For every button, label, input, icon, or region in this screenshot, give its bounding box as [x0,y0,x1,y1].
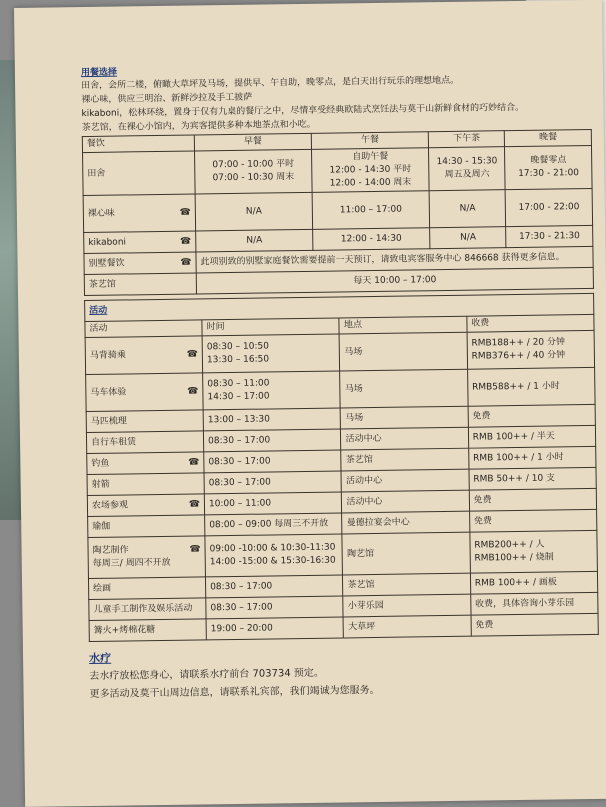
activity-place: 马场 [340,369,468,408]
activity-place: 马场 [341,406,469,429]
concierge-line: 更多活动及莫干山周边信息，请联系礼宾部，我们竭诚为您服务。 [89,684,380,701]
activity-fee: RMB200++ / 人 RMB100++ / 烧制 [470,530,598,573]
activities-header: 时间 [202,318,340,336]
tea-hours: N/A [430,227,507,249]
activity-time: 08:30 – 17:00 [203,429,341,452]
restaurant-cell [83,194,195,233]
activity-fee: RMB188++ / 20 分钟 RMB376++ / 40 分钟 [467,330,595,369]
activity-name: 马车体验 [90,386,127,398]
dinner-hours: 17:00 - 22:00 [506,188,593,226]
activity-time: 13:00 – 13:30 [203,408,341,431]
restaurant-cell [84,231,196,254]
activity-place: 曼德拉宴会中心 [342,511,470,534]
activity-fee: 免费 [471,613,599,636]
lunch-hours: 11:00 – 17:00 [312,191,430,230]
activity-time: 08:00 – 09:00 每周三不开放 [205,513,343,536]
activity-name: 篝火+烤棉花糖 [89,619,206,642]
restaurant-cell [84,252,196,275]
spa-line: 去水疗放松您身心，请联系水疗前台 703734 预定。 [89,667,324,683]
activity-fee: RMB 100++ / 1 小时 [468,446,596,469]
activity-name: 瑜伽 [88,515,205,538]
restaurant-name: kikaboni [88,236,127,248]
breakfast-hours: 07:00 - 10:00 平时 07:00 - 10:30 周末 [194,149,312,194]
document-content [81,60,600,704]
activity-time: 09:00 -10:00 & 10:30-11:30 14:00 -15:00 & 15:30-16:30 [205,534,343,577]
activity-place: 大草坪 [344,615,472,638]
restaurant-name: 茶艺馆 [84,273,196,296]
telephone-icon: ☎ [180,257,192,268]
activity-cell [85,336,203,375]
activities-table [84,293,599,642]
activity-time: 08:30 – 17:00 [204,471,342,494]
activity-fee: RMB 100++ / 画板 [470,571,598,594]
activity-name: 马背骑乘 [89,349,126,361]
activity-name: 自行车租赁 [86,431,203,454]
restaurant-name: 裸心味 [87,208,115,219]
telephone-icon: ☎ [179,236,192,247]
telephone-icon: ☎ [188,456,200,468]
dining-intro [81,60,592,135]
document-sheet [14,0,606,807]
activity-time: 08:30 – 10:50 13:30 – 16:50 [202,334,340,373]
activity-cell [87,494,204,517]
tea-hours: N/A [429,190,506,228]
activity-time: 10:00 – 11:00 [204,492,342,515]
activity-time: 19:00 – 20:00 [206,617,344,640]
activities-title: 活动 [85,293,594,321]
activity-time: 08:30 – 17:00 [206,596,344,619]
activities-header: 活动 [85,320,202,338]
activity-name: 农场参观 [91,499,129,511]
activity-fee: 免费 [469,488,597,511]
activity-name: 陶艺制作 每周三/ 周四不开放 [92,545,171,569]
activity-place: 活动中心 [341,469,469,492]
breakfast-hours: N/A [196,229,313,252]
activity-cell [88,536,206,579]
telephone-icon: ☎ [189,544,201,555]
activity-name: 绘画 [88,577,205,600]
activity-fee: RMB588++ / 1 小时 [467,367,595,406]
activity-time: 08:30 – 17:00 [206,575,344,598]
activity-fee: 免费 [469,509,597,532]
activity-name: 马匹梳理 [86,410,203,433]
activity-name: 钓鱼 [91,458,110,469]
dining-header: 早餐 [194,133,311,151]
activities-header: 收费 [467,314,594,332]
teahouse-hours: 每天 10:00 – 17:00 [196,267,593,294]
tea-hours: 14:30 - 15:30 周五及周六 [429,147,506,191]
dinner-hours: 17:30 - 21:30 [506,225,593,247]
intro-line: 裸心味，供应三明治、新鲜沙拉及手工披萨 [81,92,253,106]
activity-name: 射箭 [87,473,204,496]
activity-place: 茶艺馆 [343,573,471,596]
dining-header: 餐饮 [82,135,194,153]
activity-time: 08:30 – 11:00 14:30 – 17:00 [203,371,341,410]
activity-place: 小芽乐园 [343,594,471,617]
activities-header: 地点 [339,316,466,334]
lunch-hours: 自助午餐 12:00 - 14:30 平时 12:00 - 14:00 周末 [312,148,430,193]
intro-line: kikaboni，松林环绕，置身于仅有九桌的餐厅之中，尽情享受经典欧陆式烹饪法与莫干山新鲜食材的巧妙结合。 [81,102,525,120]
dining-header: 晚餐 [505,129,592,146]
intro-line: 田舍，会所二楼，俯瞰大草坪及马场，提供早、午自助，晚零点，是白天出行玩乐的理想地点。 [81,75,460,92]
activity-cell [86,373,204,412]
dining-row [83,145,593,195]
activity-fee: RMB 50++ / 10 支 [469,467,597,490]
activity-fee: 免费 [468,404,596,427]
telephone-icon: ☎ [186,348,198,360]
spa-title: 水疗 [88,651,112,666]
telephone-icon: ☎ [188,498,201,510]
activity-fee: RMB 100++ / 半天 [468,425,596,448]
telephone-icon: ☎ [179,207,191,218]
restaurant-name: 田舍 [83,151,196,196]
dining-intro-title: 用餐选择 [80,67,117,79]
activity-time: 08:30 – 17:00 [204,450,342,473]
activity-row [88,530,598,578]
activity-place: 马场 [340,332,468,371]
lunch-hours: 12:00 - 14:30 [313,228,430,251]
activity-place: 茶艺馆 [341,448,469,471]
activity-name: 儿童手工制作及娱乐活动 [89,598,206,621]
telephone-icon: ☎ [187,385,199,397]
intro-line: 茶艺馆，在裸心小馆内，为宾客提供多种本地茶点和小吃。 [81,119,316,134]
dining-header: 下午茶 [428,131,505,148]
activity-place: 陶艺馆 [342,532,470,575]
breakfast-hours: N/A [195,192,313,231]
villa-dining-note: 此项别致的别墅家庭餐饮需要提前一天预订，请致电宾客服务中心 846668 获得更多信息。 [196,246,593,273]
spa-section [89,643,600,704]
dining-header: 午餐 [311,132,428,150]
activity-place: 活动中心 [341,427,469,450]
activity-fee: 收费，具体咨询小芽乐园 [470,592,598,615]
dinner-hours: 晚餐零点 17:30 - 21:00 [505,145,592,189]
restaurant-name: 别墅餐饮 [88,257,125,269]
dining-table [82,129,594,296]
activity-place: 活动中心 [342,490,470,513]
activity-cell [87,452,204,475]
